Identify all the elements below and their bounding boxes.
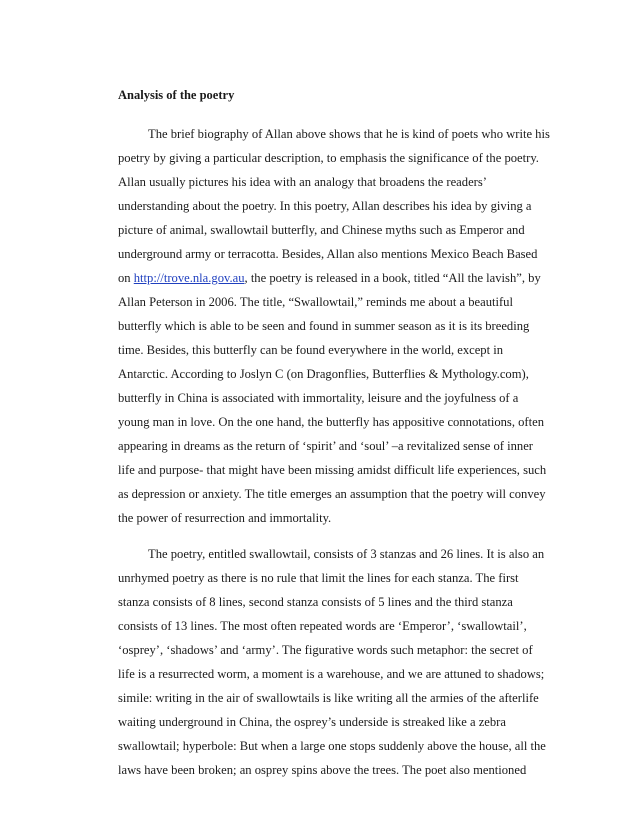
paragraph-line: as depression or anxiety. The title emerges an assumption that the poetry will convey bbox=[118, 487, 546, 501]
paragraph-line: understanding about the poetry. In this poetry, Allan describes his idea by giving a bbox=[118, 199, 532, 213]
paragraph-line: unrhymed poetry as there is no rule that limit the lines for each stanza. The first bbox=[118, 571, 519, 585]
paragraph-line: The brief biography of Allan above shows that he is kind of poets who write his bbox=[148, 127, 550, 141]
trove-link[interactable]: http://trove.nla.gov.au bbox=[133, 271, 245, 285]
paragraph-line: poetry by giving a particular description, to emphasis the significance of the poetry. bbox=[118, 151, 539, 165]
paragraph-line: Allan usually pictures his idea with an analogy that broadens the readers’ bbox=[118, 175, 487, 189]
paragraph-line: butterfly which is able to be seen and found in summer season as it is its breeding bbox=[118, 319, 530, 333]
paragraph-line: The poetry, entitled swallowtail, consists of 3 stanzas and 26 lines. It is also an bbox=[148, 547, 545, 561]
paragraph-line: Antarctic. According to Joslyn C (on Dragonflies, Butterflies & Mythology.com), bbox=[118, 367, 529, 381]
section-heading: Analysis of the poetry bbox=[118, 88, 235, 102]
paragraph-line: picture of animal, swallowtail butterfly, and Chinese myths such as Emperor and bbox=[118, 223, 525, 237]
paragraph-line bbox=[118, 270, 541, 286]
paragraph-line: the power of resurrection and immortality. bbox=[118, 511, 332, 525]
paragraph-line: stanza consists of 8 lines, second stanza consists of 5 lines and the third stanza bbox=[118, 595, 513, 609]
paragraph-line: simile: writing in the air of swallowtails is like writing all the armies of the afterlife bbox=[118, 691, 539, 705]
paragraph-line: young man in love. On the one hand, the butterfly has appositive connotations, often bbox=[118, 415, 544, 429]
paragraph-line: laws have been broken; an osprey spins above the trees. The poet also mentioned bbox=[118, 763, 527, 777]
paragraph-line: swallowtail; hyperbole: But when a large one stops suddenly above the house, all the bbox=[118, 739, 546, 753]
paragraph-line: life and purpose- that might have been missing amidst difficult life experiences, such bbox=[118, 463, 547, 477]
paragraph-line: waiting underground in China, the osprey’s underside is streaked like a zebra bbox=[118, 715, 506, 729]
paragraph-line: underground army or terracotta. Besides, Allan also mentions Mexico Beach Based bbox=[118, 247, 538, 261]
paragraph-line: butterfly in China is associated with immortality, leisure and the joyfulness of a bbox=[118, 391, 519, 405]
paragraph-line: ‘osprey’, ‘shadows’ and ‘army’. The figurative words such metaphor: the secret of bbox=[118, 643, 533, 657]
line-text: on bbox=[118, 271, 134, 285]
paragraph-line: appearing in dreams as the return of ‘spirit’ and ‘soul’ –a revitalized sense of inner bbox=[118, 439, 533, 453]
paragraph-line: life is a resurrected worm, a moment is a warehouse, and we are attuned to shadows; bbox=[118, 667, 545, 681]
paragraph-line: consists of 13 lines. The most often repeated words are ‘Emperor’, ‘swallowtail’, bbox=[118, 619, 527, 633]
paragraph-line: Allan Peterson in 2006. The title, “Swallowtail,” reminds me about a beautiful bbox=[118, 295, 513, 309]
line-text: , the poetry is released in a book, titled “All the lavish”, by bbox=[244, 271, 541, 285]
paragraph-line: time. Besides, this butterfly can be found everywhere in the world, except in bbox=[118, 343, 504, 357]
